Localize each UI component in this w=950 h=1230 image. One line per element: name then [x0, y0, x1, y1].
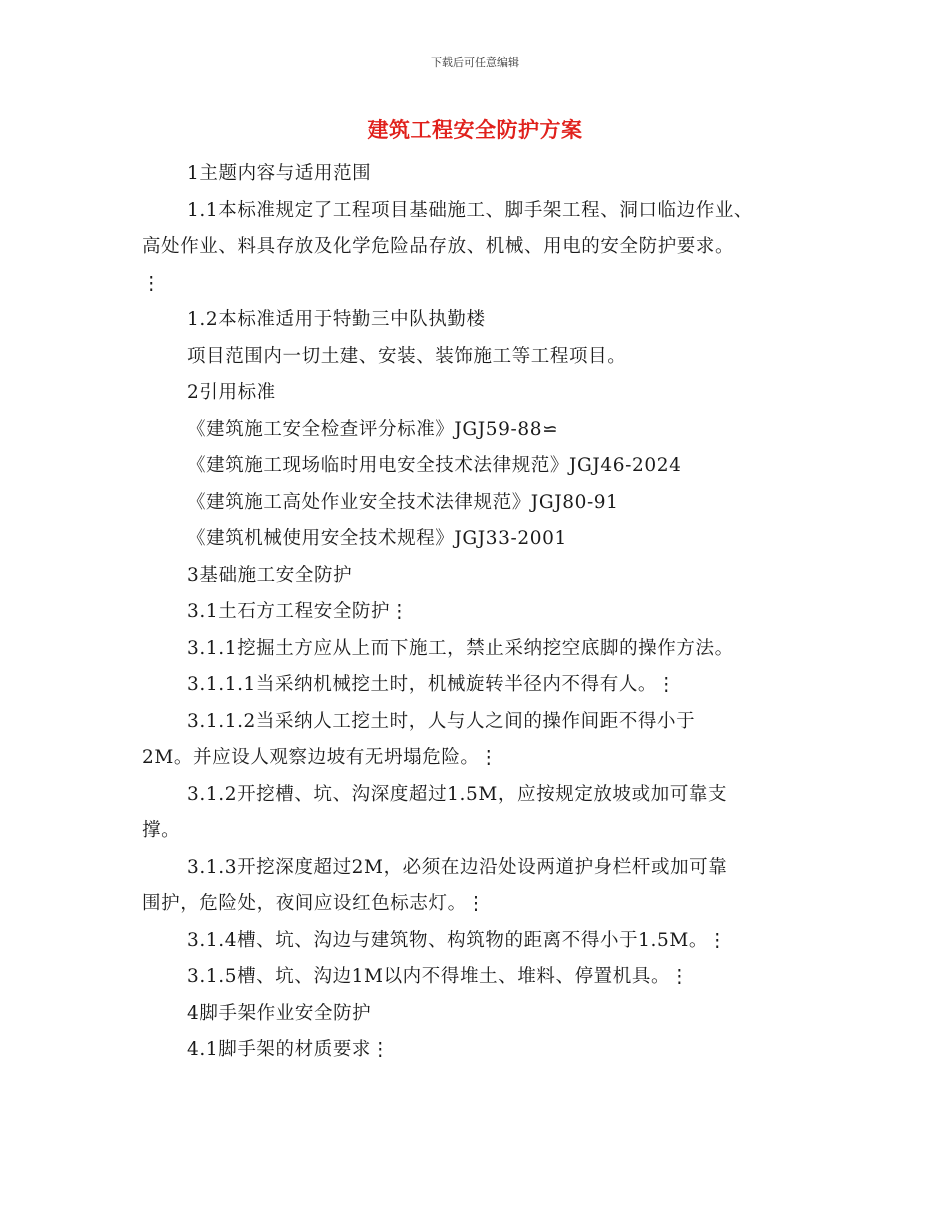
paragraph-line: 3.1.5槽、坑、沟边1M以内不得堆土、堆料、停置机具。⋮: [187, 966, 690, 987]
paragraph-line: 1.1本标准规定了工程项目基础施工、脚手架工程、洞口临边作业、: [187, 199, 754, 221]
paragraph-line: 3.1.1挖掘土方应从上而下施工，禁止采纳挖空底脚的操作方法。: [187, 637, 734, 659]
paragraph-line: 撑。: [142, 820, 181, 841]
paragraph-line: 3.1.1.1当采纳机械挖土时，机械旋转半径内不得有人。⋮: [187, 674, 677, 695]
section-heading-4: 4脚手架作业安全防护: [187, 1002, 372, 1024]
document-body: [142, 156, 822, 1069]
paragraph-line: ⋮: [142, 272, 162, 294]
paragraph-line: 1.2本标准适用于特勤三中队执勤楼: [187, 309, 486, 330]
paragraph-line: 项目范围内一切土建、安装、装饰施工等工程项目。: [187, 345, 627, 367]
section-heading-2: 2引用标准: [187, 382, 276, 403]
page-header-note: 下载后可任意编辑: [431, 56, 519, 69]
reference-item: 《建筑机械使用安全技术规程》JGJ33-2001: [187, 528, 567, 549]
paragraph-line: 围护，危险处，夜间应设红色标志灯。⋮: [142, 893, 486, 914]
paragraph-line: 3.1.2开挖槽、坑、沟深度超过1.5M，应按规定放坡或加可靠支: [187, 783, 728, 805]
paragraph-line: 3.1.3开挖深度超过2M，必须在边沿处设两道护身栏杆或加可靠: [187, 856, 728, 878]
paragraph-line: 4.1脚手架的材质要求⋮: [187, 1039, 391, 1060]
paragraph-line: 3.1.4槽、坑、沟边与建筑物、构筑物的距离不得小于1.5M。⋮: [187, 929, 728, 951]
paragraph-line: 3.1.1.2当采纳人工挖土时，人与人之间的操作间距不得小于: [187, 710, 696, 732]
reference-item: 《建筑施工安全检查评分标准》JGJ59-88⋍: [187, 418, 559, 440]
reference-item: 《建筑施工现场临时用电安全技术法律规范》JGJ46-2024: [187, 455, 682, 476]
section-heading-1: 1主题内容与适用范围: [187, 163, 372, 184]
paragraph-line: 2M。并应设人观察边坡有无坍塌危险。⋮: [142, 747, 499, 768]
reference-item: 《建筑施工高处作业安全技术法律规范》JGJ80-91: [187, 491, 619, 513]
document-title: 建筑工程安全防护方案: [367, 118, 583, 142]
paragraph-line: 高处作业、料具存放及化学危险品存放、机械、用电的安全防护要求。: [142, 236, 735, 257]
section-heading-3: 3基础施工安全防护: [187, 564, 353, 586]
paragraph-line: 3.1土石方工程安全防护⋮: [187, 601, 410, 622]
